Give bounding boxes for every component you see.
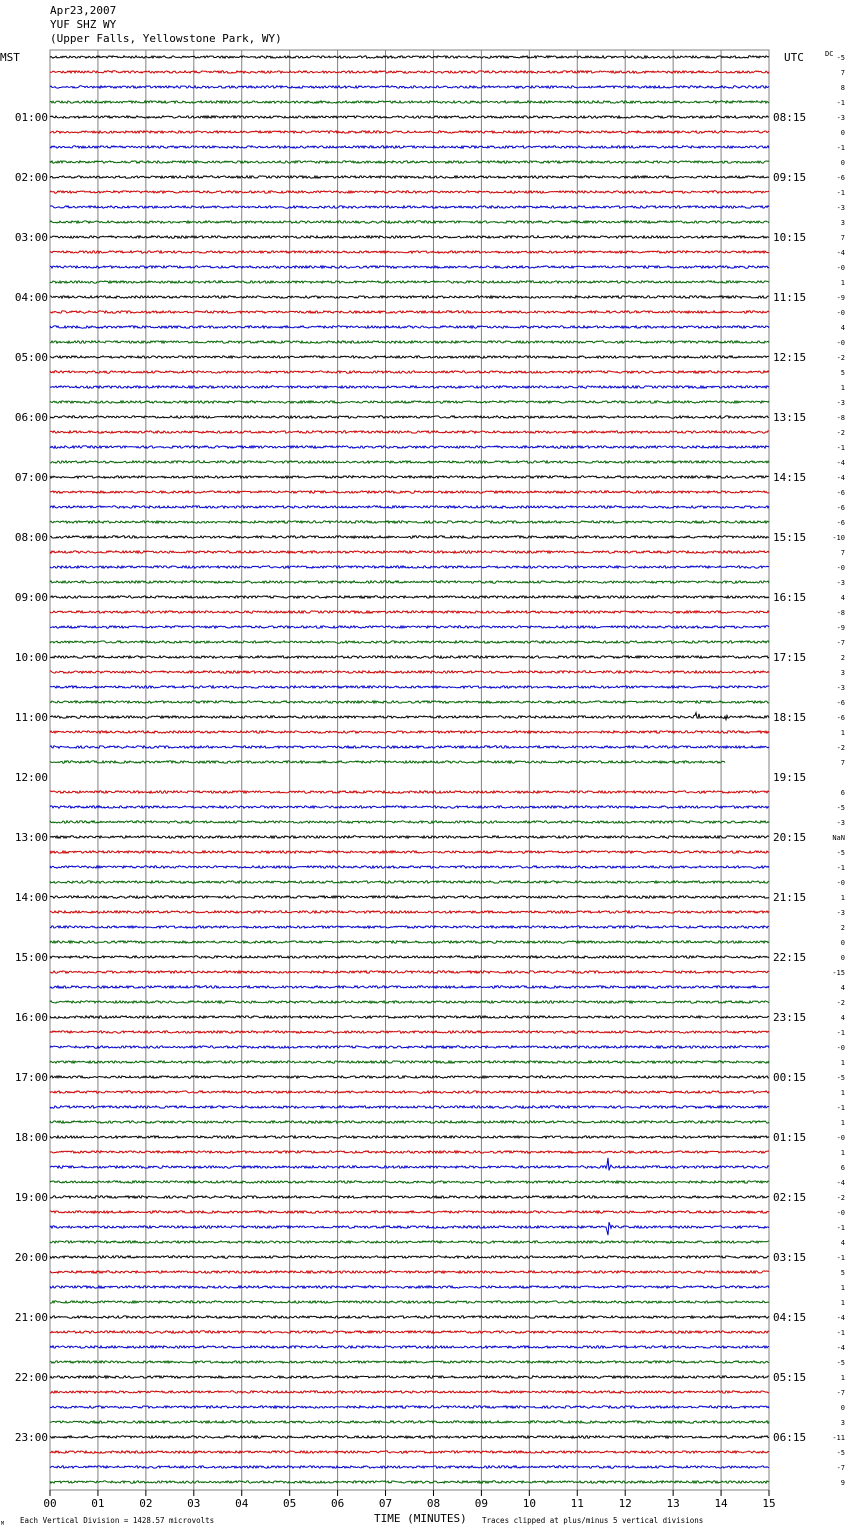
seismic-trace xyxy=(50,251,769,253)
seismic-trace xyxy=(50,1091,769,1093)
seismic-trace xyxy=(50,386,769,388)
dc-offset-label: -1 xyxy=(836,444,845,452)
x-tick-label: 14 xyxy=(714,1497,728,1510)
right-hour-label: 19:15 xyxy=(773,771,807,784)
seismic-trace xyxy=(50,1158,769,1171)
trace-layer xyxy=(50,56,769,1483)
dc-offset-label: -5 xyxy=(836,849,845,857)
x-tick-label: 05 xyxy=(283,1497,297,1510)
dc-offset-label: -0 xyxy=(836,564,845,572)
seismic-trace xyxy=(50,1121,769,1123)
x-tick-label: 08 xyxy=(426,1497,441,1510)
dc-offset-label: NaN xyxy=(832,834,845,842)
seismic-trace xyxy=(50,266,769,268)
seismic-trace xyxy=(50,176,769,178)
x-tick-label: 09 xyxy=(474,1497,489,1510)
left-timezone-label: MST xyxy=(0,51,20,64)
dc-offset-label: -4 xyxy=(836,474,845,482)
dc-offset-label: -0 xyxy=(836,1134,845,1142)
dc-offset-label: -0 xyxy=(836,339,845,347)
dc-offset-label: -4 xyxy=(836,1179,845,1187)
dc-offset-label: 7 xyxy=(840,549,845,557)
dc-offset-label: 7 xyxy=(840,234,845,242)
seismic-trace xyxy=(50,806,769,808)
right-hour-label: 12:15 xyxy=(773,351,807,364)
seismic-trace xyxy=(50,1286,769,1288)
left-hour-label: 16:00 xyxy=(14,1011,48,1024)
location-label: (Upper Falls, Yellowstone Park, WY) xyxy=(50,32,282,45)
seismic-trace xyxy=(50,581,769,583)
x-tick-label: 02 xyxy=(139,1497,153,1510)
right-hour-label: 21:15 xyxy=(773,891,807,904)
left-hour-label: 03:00 xyxy=(14,231,48,244)
dc-offset-label: 8 xyxy=(840,84,845,92)
dc-offset-label: -1 xyxy=(836,864,845,872)
seismic-trace xyxy=(50,866,769,868)
left-hour-label: 01:00 xyxy=(14,111,48,124)
left-hour-label: 14:00 xyxy=(14,891,48,904)
dc-offset-label: -3 xyxy=(836,114,845,122)
dc-offset-label: 4 xyxy=(840,984,845,992)
dc-offset-label: 1 xyxy=(840,894,845,902)
right-hour-label: 16:15 xyxy=(773,591,807,604)
seismic-trace xyxy=(50,971,769,973)
left-hour-label: 07:00 xyxy=(14,471,48,484)
dc-offset-label: -6 xyxy=(836,714,845,722)
dc-offset-label: 4 xyxy=(840,1014,845,1022)
dc-offset-label: -1 xyxy=(836,99,845,107)
x-axis-label: TIME (MINUTES) xyxy=(374,1512,467,1525)
seismic-trace xyxy=(50,236,769,238)
dc-offset-label: -5 xyxy=(836,54,845,62)
dc-offset-label: -9 xyxy=(836,624,845,632)
seismic-trace xyxy=(50,161,769,163)
seismic-trace xyxy=(50,1046,769,1048)
seismic-trace xyxy=(50,1061,769,1063)
seismic-trace xyxy=(50,551,769,553)
x-tick-label: 00 xyxy=(43,1497,57,1510)
seismic-trace xyxy=(50,746,769,748)
right-hour-label: 00:15 xyxy=(773,1071,807,1084)
right-hour-label: 22:15 xyxy=(773,951,807,964)
left-hour-label: 04:00 xyxy=(14,291,48,304)
left-hour-label: 21:00 xyxy=(14,1311,48,1324)
right-hour-label: 17:15 xyxy=(773,651,807,664)
dc-offset-label: 1 xyxy=(840,1284,845,1292)
dc-offset-label: -1 xyxy=(836,1029,845,1037)
dc-offset-label: -7 xyxy=(836,1464,845,1472)
right-hour-label: 01:15 xyxy=(773,1131,807,1144)
dc-offset-label: -7 xyxy=(836,639,845,647)
seismic-trace xyxy=(50,131,769,133)
dc-offset-label: -0 xyxy=(836,264,845,272)
dc-offset-label: 3 xyxy=(840,669,845,677)
seismic-trace xyxy=(50,941,769,943)
dc-offset-label: 1 xyxy=(840,279,845,287)
date-label: Apr23,2007 xyxy=(50,4,117,17)
dc-offset-label: -2 xyxy=(836,999,845,1007)
seismic-trace xyxy=(50,986,769,988)
seismic-trace xyxy=(50,896,769,898)
seismic-trace xyxy=(50,416,769,418)
seismic-trace xyxy=(50,491,769,493)
right-hour-label: 23:15 xyxy=(773,1011,807,1024)
seismic-trace xyxy=(50,476,769,478)
x-tick-label: 12 xyxy=(618,1497,632,1510)
seismic-trace xyxy=(50,1346,769,1348)
left-hour-label: 02:00 xyxy=(14,171,48,184)
dc-offset-label: -2 xyxy=(836,1194,845,1202)
dc-offset-label: -4 xyxy=(836,249,845,257)
seismic-trace xyxy=(50,1151,769,1153)
seismic-trace xyxy=(50,116,769,118)
seismic-trace xyxy=(50,1316,769,1318)
dc-offset-label: 3 xyxy=(840,219,845,227)
seismic-trace xyxy=(50,146,769,148)
seismic-trace xyxy=(50,713,769,720)
right-hour-label: 04:15 xyxy=(773,1311,807,1324)
seismic-trace xyxy=(50,221,769,223)
seismic-trace xyxy=(50,101,769,103)
dc-offset-label: -3 xyxy=(836,909,845,917)
dc-offset-label: -0 xyxy=(836,309,845,317)
dc-offset-label: 4 xyxy=(840,594,845,602)
right-hour-label: 05:15 xyxy=(773,1371,807,1384)
seismic-trace xyxy=(50,1301,769,1303)
seismic-trace xyxy=(50,536,769,538)
seismic-trace xyxy=(50,1181,769,1183)
right-hour-label: 13:15 xyxy=(773,411,807,424)
seismic-trace xyxy=(50,1466,769,1468)
seismic-trace xyxy=(50,1211,769,1213)
left-hour-label: 18:00 xyxy=(14,1131,48,1144)
seismic-trace xyxy=(50,611,769,613)
seismic-trace xyxy=(50,356,769,358)
dc-offset-label: -2 xyxy=(836,354,845,362)
right-hour-label: 14:15 xyxy=(773,471,807,484)
right-hour-label: 10:15 xyxy=(773,231,807,244)
seismic-trace xyxy=(50,626,769,628)
seismic-trace xyxy=(50,446,769,448)
right-hour-label: 03:15 xyxy=(773,1251,807,1264)
seismic-trace xyxy=(50,851,769,853)
x-tick-label: 10 xyxy=(522,1497,536,1510)
dc-offset-label: -5 xyxy=(836,1449,845,1457)
seismic-trace xyxy=(50,1241,769,1243)
seismic-trace xyxy=(50,1361,769,1363)
label-layer xyxy=(0,50,845,1527)
station-label: YUF SHZ WY xyxy=(50,18,117,31)
dc-offset-label: -6 xyxy=(836,519,845,527)
dc-offset-label: 1 xyxy=(840,729,845,737)
dc-offset-label: -5 xyxy=(836,1074,845,1082)
left-hour-label: 06:00 xyxy=(14,411,48,424)
left-hour-label: 12:00 xyxy=(14,771,48,784)
corner-mark: M xyxy=(1,1521,5,1527)
seismic-trace xyxy=(50,1421,769,1423)
dc-offset-label: 9 xyxy=(840,1479,845,1487)
dc-offset-label: -5 xyxy=(836,1359,845,1367)
x-tick-label: 06 xyxy=(330,1497,345,1510)
dc-offset-label: 0 xyxy=(840,939,845,947)
dc-offset-label: -1 xyxy=(836,1104,845,1112)
seismic-trace xyxy=(50,296,769,298)
seismic-trace xyxy=(50,86,769,88)
left-hour-label: 19:00 xyxy=(14,1191,48,1204)
seismic-trace xyxy=(50,881,769,883)
dc-offset-label: -0 xyxy=(836,1044,845,1052)
dc-offset-label: 6 xyxy=(840,789,845,797)
right-hour-label: 06:15 xyxy=(773,1431,807,1444)
seismic-trace xyxy=(50,1436,769,1438)
left-hour-label: 08:00 xyxy=(14,531,48,544)
dc-offset-label: -2 xyxy=(836,429,845,437)
dc-offset-label: -5 xyxy=(836,804,845,812)
seismic-trace xyxy=(50,1391,769,1393)
dc-label: DC xyxy=(825,50,834,58)
dc-offset-label: -4 xyxy=(836,1344,845,1352)
left-hour-label: 15:00 xyxy=(14,951,48,964)
dc-offset-label: -6 xyxy=(836,174,845,182)
left-hour-label: 22:00 xyxy=(14,1371,48,1384)
dc-offset-label: 5 xyxy=(840,369,845,377)
dc-offset-label: -0 xyxy=(836,879,845,887)
x-tick-label: 01 xyxy=(91,1497,105,1510)
dc-offset-label: -1 xyxy=(836,189,845,197)
dc-offset-label: 3 xyxy=(840,1419,845,1427)
dc-offset-label: 2 xyxy=(840,654,845,662)
dc-offset-label: 5 xyxy=(840,1269,845,1277)
left-hour-label: 11:00 xyxy=(14,711,48,724)
clip-note: Traces clipped at plus/minus 5 vertical divisions xyxy=(482,1516,704,1525)
seismic-trace xyxy=(50,1406,769,1408)
seismic-trace xyxy=(50,686,769,688)
seismic-trace xyxy=(50,1331,769,1333)
seismic-trace xyxy=(50,1136,769,1138)
dc-offset-label: -6 xyxy=(836,489,845,497)
dc-offset-label: 7 xyxy=(840,759,845,767)
seismic-trace xyxy=(50,1481,769,1483)
seismic-trace xyxy=(50,1106,769,1108)
left-hour-label: 13:00 xyxy=(14,831,48,844)
x-tick-label: 11 xyxy=(570,1497,584,1510)
right-hour-label: 18:15 xyxy=(773,711,807,724)
dc-offset-label: 1 xyxy=(840,1374,845,1382)
dc-offset-label: -7 xyxy=(836,1389,845,1397)
dc-offset-label: 6 xyxy=(840,1164,845,1172)
right-timezone-label: UTC xyxy=(784,51,804,64)
seismic-trace xyxy=(50,1271,769,1273)
seismic-trace xyxy=(50,371,769,373)
right-hour-label: 08:15 xyxy=(773,111,807,124)
dc-offset-label: -11 xyxy=(832,1434,845,1442)
left-hour-label: 05:00 xyxy=(14,351,48,364)
seismic-trace xyxy=(50,836,769,838)
scale-note: Each Vertical Division = 1428.57 microvolts xyxy=(20,1516,215,1525)
seismic-trace xyxy=(50,521,769,523)
right-hour-label: 09:15 xyxy=(773,171,807,184)
seismic-trace xyxy=(50,1016,769,1018)
dc-offset-label: -10 xyxy=(832,534,845,542)
left-hour-label: 23:00 xyxy=(14,1431,48,1444)
dc-offset-label: 1 xyxy=(840,1299,845,1307)
dc-offset-label: -15 xyxy=(832,969,845,977)
seismic-trace xyxy=(50,1222,769,1235)
dc-offset-label: -4 xyxy=(836,459,845,467)
seismic-trace xyxy=(50,701,769,703)
right-hour-label: 20:15 xyxy=(773,831,807,844)
seismic-trace xyxy=(50,281,769,283)
seismic-trace xyxy=(50,1076,769,1078)
left-hour-label: 20:00 xyxy=(14,1251,48,1264)
dc-offset-label: -1 xyxy=(836,1224,845,1232)
dc-offset-label: 0 xyxy=(840,159,845,167)
seismic-trace xyxy=(50,761,725,763)
dc-offset-label: -3 xyxy=(836,819,845,827)
x-tick-label: 07 xyxy=(378,1497,393,1510)
right-hour-label: 11:15 xyxy=(773,291,807,304)
seismic-trace xyxy=(50,401,769,403)
dc-offset-label: 0 xyxy=(840,129,845,137)
right-hour-label: 02:15 xyxy=(773,1191,807,1204)
dc-offset-label: 0 xyxy=(840,954,845,962)
left-hour-label: 09:00 xyxy=(14,591,48,604)
seismic-trace xyxy=(50,506,769,508)
x-tick-label: 13 xyxy=(666,1497,680,1510)
dc-offset-label: -1 xyxy=(836,1329,845,1337)
dc-offset-label: -3 xyxy=(836,204,845,212)
dc-offset-label: -6 xyxy=(836,504,845,512)
right-hour-label: 15:15 xyxy=(773,531,807,544)
seismic-trace xyxy=(50,926,769,928)
seismic-trace xyxy=(50,566,769,568)
dc-offset-label: -9 xyxy=(836,294,845,302)
dc-offset-label: 7 xyxy=(840,69,845,77)
dc-offset-label: -3 xyxy=(836,684,845,692)
seismic-trace xyxy=(50,206,769,208)
dc-offset-label: -1 xyxy=(836,144,845,152)
seismic-trace xyxy=(50,56,769,58)
seismic-trace xyxy=(50,71,769,73)
dc-offset-label: 4 xyxy=(840,1239,845,1247)
dc-offset-label: -8 xyxy=(836,609,845,617)
x-tick-label: 15 xyxy=(762,1497,776,1510)
seismic-trace xyxy=(50,1256,769,1258)
dc-offset-label: 1 xyxy=(840,1119,845,1127)
seismic-trace xyxy=(50,671,769,673)
dc-offset-label: -3 xyxy=(836,399,845,407)
seismic-trace xyxy=(50,1031,769,1033)
dc-offset-label: -4 xyxy=(836,1314,845,1322)
seismic-trace xyxy=(50,791,769,793)
dc-offset-label: 1 xyxy=(840,1089,845,1097)
dc-offset-label: -2 xyxy=(836,744,845,752)
seismic-trace xyxy=(50,341,769,343)
seismic-trace xyxy=(50,656,769,658)
seismic-trace xyxy=(50,821,769,823)
dc-offset-label: 1 xyxy=(840,1149,845,1157)
left-hour-label: 10:00 xyxy=(14,651,48,664)
x-tick-label: 03 xyxy=(187,1497,201,1510)
left-hour-label: 17:00 xyxy=(14,1071,48,1084)
dc-offset-label: 1 xyxy=(840,1059,845,1067)
dc-offset-label: -1 xyxy=(836,1254,845,1262)
x-tick-label: 04 xyxy=(235,1497,249,1510)
dc-offset-label: 2 xyxy=(840,924,845,932)
seismic-trace xyxy=(50,431,769,433)
dc-offset-label: -3 xyxy=(836,579,845,587)
seismic-trace xyxy=(50,326,769,328)
dc-offset-label: -6 xyxy=(836,699,845,707)
seismic-trace xyxy=(50,731,769,733)
seismic-trace xyxy=(50,191,769,193)
dc-offset-label: 0 xyxy=(840,1404,845,1412)
seismic-trace xyxy=(50,641,769,643)
seismic-trace xyxy=(50,956,769,958)
seismic-trace xyxy=(50,1196,769,1198)
dc-offset-label: -0 xyxy=(836,1209,845,1217)
seismic-trace xyxy=(50,461,769,463)
seismic-trace xyxy=(50,1451,769,1453)
seismic-trace xyxy=(50,911,769,913)
dc-offset-label: -8 xyxy=(836,414,845,422)
seismic-trace xyxy=(50,596,769,598)
dc-offset-label: 4 xyxy=(840,324,845,332)
dc-offset-label: 1 xyxy=(840,384,845,392)
seismic-trace xyxy=(50,1001,769,1003)
seismic-trace xyxy=(50,1376,769,1378)
seismic-trace xyxy=(50,311,769,313)
